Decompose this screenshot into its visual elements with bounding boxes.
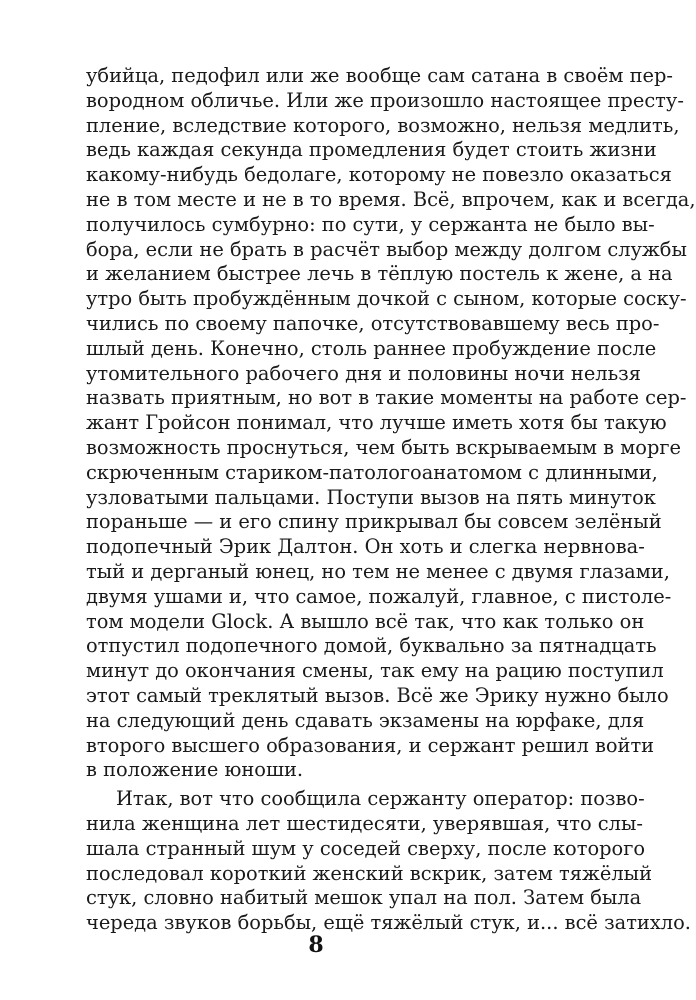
text-line: подопечный Эрик Далтон. Он хоть и слегка нервнова- bbox=[86, 535, 645, 559]
page-number: 8 bbox=[308, 932, 324, 958]
text-line: вородном обличье. Или же произошло настоящее престу- bbox=[86, 88, 684, 112]
text-line: в положение юноши. bbox=[86, 758, 304, 782]
text-line: Итак, вот что сообщила сержанту оператор: позво- bbox=[116, 787, 645, 811]
text-line: второго высшего образования, и сержант решил войти bbox=[86, 733, 655, 757]
paragraph-2 bbox=[86, 787, 691, 936]
body-text bbox=[86, 64, 696, 936]
text-line: последовал короткий женский вскрик, затем тяжёлый bbox=[86, 861, 653, 885]
text-line: утро быть пробуждённым дочкой с сыном, которые соску- bbox=[86, 287, 687, 311]
text-line: не в том месте и не в то время. Всё, впрочем, как и всегда, bbox=[86, 187, 696, 211]
text-line: скрюченным стариком-патологоанатомом с длинными, bbox=[86, 460, 658, 484]
text-line: тый и дерганый юнец, но тем не менее с двумя глазами, bbox=[86, 559, 670, 583]
text-line: на следующий день сдавать экзамены на юрфаке, для bbox=[86, 708, 645, 732]
text-line: получилось сумбурно: по сути, у сержанта не было вы- bbox=[86, 212, 655, 236]
text-line: пление, вследствие которого, возможно, нельзя медлить, bbox=[86, 113, 680, 137]
text-line: и желанием быстрее лечь в тёплую постель к жене, а на bbox=[86, 262, 673, 286]
text-line: том модели Glock. А вышло всё так, что как только он bbox=[86, 609, 645, 633]
text-line: какому-нибудь бедолаге, которому не повезло оказаться bbox=[86, 163, 672, 187]
text-line: бора, если не брать в расчёт выбор между долгом службы bbox=[86, 237, 687, 261]
text-line: двумя ушами и, что самое, пожалуй, главное, с пистоле- bbox=[86, 584, 672, 608]
text-line: стук, словно набитый мешок упал на пол. Затем была bbox=[86, 886, 642, 910]
text-line: чились по своему папочке, отсутствовавшему весь про- bbox=[86, 311, 660, 335]
text-line: узловатыми пальцами. Поступи вызов на пять минуток bbox=[86, 485, 656, 509]
text-line: пораньше — и его спину прикрывал бы совсем зелёный bbox=[86, 510, 662, 534]
text-line: возможность проснуться, чем быть вскрываемым в морге bbox=[86, 435, 682, 459]
text-line: минут до окончания смены, так ему на рацию поступил bbox=[86, 659, 664, 683]
text-line: шлый день. Конечно, столь раннее пробуждение после bbox=[86, 336, 657, 360]
text-line: утомительного рабочего дня и половины ночи нельзя bbox=[86, 361, 641, 385]
text-line: назвать приятным, но вот в такие моменты на работе сер- bbox=[86, 386, 687, 410]
text-line: череда звуков борьбы, ещё тяжёлый стук, и... всё затихло. bbox=[86, 911, 691, 935]
text-line: убийца, педофил или же вообще сам сатана в своём пер- bbox=[86, 64, 673, 87]
text-line: этот самый треклятый вызов. Всё же Эрику нужно было bbox=[86, 683, 669, 707]
text-line: отпустил подопечного домой, буквально за пятнадцать bbox=[86, 634, 657, 658]
text-line: нила женщина лет шестидесяти, уверявшая, что слы- bbox=[86, 811, 643, 835]
text-line: шала странный шум у соседей сверху, после которого bbox=[86, 836, 646, 860]
text-line: ведь каждая секунда промедления будет стоить жизни bbox=[86, 138, 657, 162]
text-line: жант Гройсон понимал, что лучше иметь хотя бы такую bbox=[86, 411, 667, 435]
paragraph-1 bbox=[86, 64, 696, 783]
